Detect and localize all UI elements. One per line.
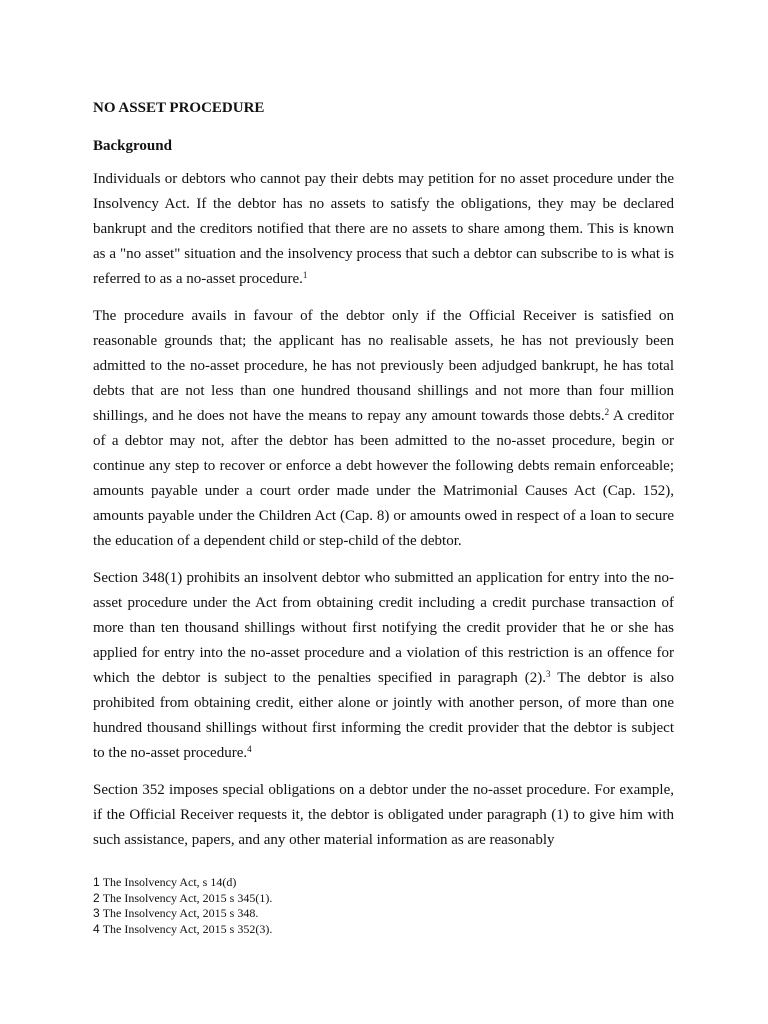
paragraph-1	[93, 167, 674, 292]
footnote-ref-1[interactable]: 1	[302, 270, 308, 280]
footnote-number: 3	[93, 906, 100, 920]
paragraph-4-text: Section 352 imposes special obligations on a debtor under the no-asset procedure. For example, if the Official Receiver requests it, the debtor is obligated under paragraph (1) to give him with such assistance, papers, and any other material information as are reasonably	[93, 782, 674, 848]
footnote-text: The Insolvency Act, s 14(d)	[102, 875, 237, 889]
paragraph-1-text: Individuals or debtors who cannot pay their debts may petition for no asset procedure under the Insolvency Act. If the debtor has no assets to satisfy the obligations, they may be declared bankrupt and the creditors notified that there are no assets to share among them. This is known as a "no asset" situation and the insolvency process that such a debtor can subscribe to is what is referred to as a no-asset procedure.	[93, 171, 674, 287]
paragraph-2	[93, 304, 674, 554]
paragraph-3-text-b: The debtor is also prohibited from obtaining credit, either alone or jointly with another person, of more than one hundred thousand shillings without first informing the credit provider that the debtor is subject to the no-asset procedure.	[93, 670, 674, 761]
paragraph-2-text-a: The procedure avails in favour of the debtor only if the Official Receiver is satisfied on reasonable grounds that; the applicant has no realisable assets, he has not previously been admitted to the no-asset procedure, he has not previously been adjudged bankrupt, he has total debts that are not less than one hundred thousand shillings and not more than four million shillings, and he does not have the means to repay any amount towards those debts.	[93, 308, 674, 424]
footnote-3	[93, 906, 674, 922]
footnote-text: The Insolvency Act, 2015 s 348.	[102, 906, 259, 920]
paragraph-3-text-a: Section 348(1) prohibits an insolvent debtor who submitted an application for entry into the no-asset procedure under the Act from obtaining credit including a credit purchase transaction of more than ten thousand shillings without first notifying the credit provider that he or she has applied for entry into the no-asset procedure and a violation of this restriction is an offence for which the debtor is subject to the penalties specified in paragraph (2).	[93, 570, 674, 686]
footnote-ref-2[interactable]: 2	[604, 407, 610, 417]
document-title: NO ASSET PROCEDURE	[93, 100, 265, 116]
section-heading: Background	[93, 138, 172, 154]
footnotes	[93, 875, 674, 937]
footnote-number: 4	[93, 921, 100, 936]
document-body	[93, 99, 674, 853]
paragraph-3	[93, 566, 674, 766]
paragraph-2-text-b: A creditor of a debtor may not, after the debtor has been admitted to the no-asset procedure, begin or continue any step to recover or enforce a debt however the following debts remain enforceable; amounts payable under a court order made under the Matrimonial Causes Act (Cap. 152), amounts payable under the Children Act (Cap. 8) or amounts owed in respect of a loan to secure the education of a dependent child or step-child of the debtor.	[93, 408, 674, 549]
footnote-text: The Insolvency Act, 2015 s 345(1).	[102, 890, 273, 905]
footnote-number: 2	[93, 890, 100, 905]
footnote-1	[93, 875, 674, 891]
footnote-ref-3[interactable]: 3	[546, 669, 551, 679]
footnote-4	[93, 922, 674, 938]
footnote-number: 1	[93, 875, 100, 889]
footnote-text: The Insolvency Act, 2015 s 352(3).	[102, 921, 273, 936]
footnote-2	[93, 891, 674, 907]
paragraph-4	[93, 778, 674, 853]
footnote-ref-4[interactable]: 4	[247, 744, 252, 754]
